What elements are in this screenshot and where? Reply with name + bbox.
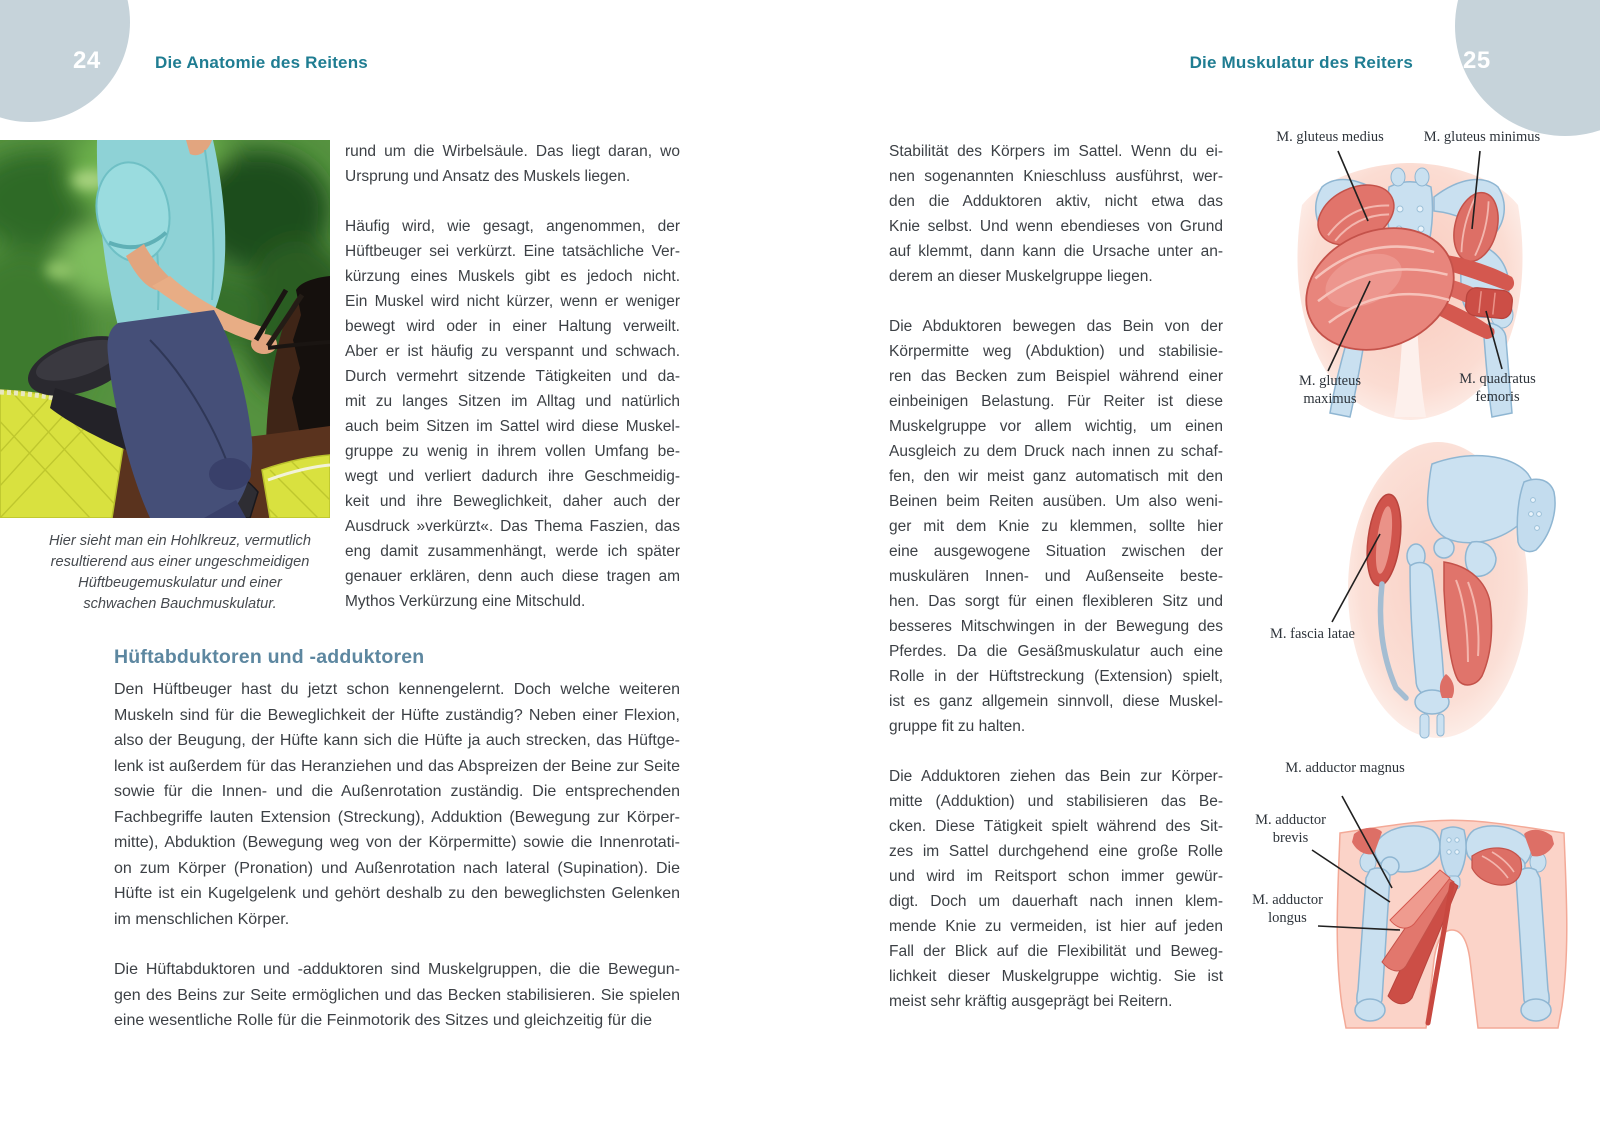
figure-label-gluteus-minimus: M. gluteus minimus: [1423, 129, 1541, 145]
rider-photo-illustration: [0, 140, 330, 518]
text-line: sowie für die Innen- und die Außenrotation zuständig. Die entsprechenden: [114, 783, 680, 800]
text-line: cken. Diese Tätigkeit spielt während des Sit-: [889, 818, 1223, 835]
text-line: derem an dieser Muskelgruppe liegen.: [889, 268, 1153, 285]
text-line: mitte), Abduktion (Bewegung weg von der Körpermitte) sowie die Innenrotati-: [114, 834, 680, 851]
rider-photo: [0, 140, 330, 518]
text-line: Hüfte ist ein Kugelgelenk und gehört deshalb zu den beweglichsten Gelenken: [114, 885, 680, 902]
text-line: auf klemmt, dann kann die Ursache unter an-: [889, 243, 1223, 260]
text-line: Die Abduktoren bewegen das Bein von der: [889, 318, 1223, 335]
text-line: zes im Sattel durchgehend eine große Rolle: [889, 843, 1223, 860]
paragraph: [889, 764, 1223, 1014]
text-line: Muskeln sind für die Beweglichkeit der Hüfte zuständig? Neben einer Flexion,: [114, 706, 680, 724]
text-line: Häufig wird, wie gesagt, angenommen, der: [345, 218, 680, 235]
paragraph: [889, 314, 1223, 739]
text-line: Hüftbeugemuskulatur und einer: [78, 575, 282, 591]
text-line: ger mit dem Knie zu klemmen, sollte hier: [889, 518, 1223, 535]
right-page-column: [889, 139, 1223, 1014]
text-line: Muskelgruppe vor allem wichtig, um einen: [889, 418, 1223, 435]
text-line: auch beim Sitzen im Sattel wird diese Muskel-: [345, 418, 680, 435]
text-line: Den Hüftbeuger hast du jetzt schon kennengelernt. Doch welche weiteren: [114, 681, 680, 698]
figure-label-quadratus-femoris: M. quadratus femoris: [1459, 371, 1536, 405]
page-number-right: 25: [1463, 47, 1491, 74]
text-line: Fachbegriffe lauten Extension (Streckung), Adduktion (Bewegung zur Körper-: [114, 808, 680, 826]
text-line: Ausgleich zu dem Druck nach innen zu schaf-: [889, 443, 1223, 460]
text-line: Stabilität des Körpers im Sattel. Wenn du ei-: [889, 143, 1223, 160]
text-line: mit zu langes Sitzen im Alltag und natürlich: [345, 393, 680, 410]
text-line: also der Beugung, der Hüfte kann sich die Hüfte ja auch strecken, das Hüftge-: [114, 732, 680, 749]
paragraph: [345, 214, 680, 614]
text-line: hen. Das sorgt für einen flexibleren Sitz und: [889, 593, 1223, 610]
text-line: genauer erklären, denn auch diese tragen am: [345, 568, 680, 585]
text-line: Fall der Blick auf die Flexibilität und Beweg-: [889, 943, 1223, 960]
text-line: fen, den wir meist ganz automatisch mit den: [889, 468, 1223, 485]
text-line: Die Hüftabduktoren und -adduktoren sind Muskelgruppen, die die Bewegun-: [114, 961, 680, 978]
text-line: eng damit zusammenhängt, werde ich später: [345, 543, 680, 560]
adductors-illustration: [1220, 738, 1600, 1030]
text-line: kürzung eines Muskels gibt es jedoch nicht.: [345, 268, 680, 285]
section-heading: Hüftabduktoren und -adduktoren: [114, 646, 425, 668]
paragraph: [114, 957, 680, 1034]
figure-label-gluteus-maximus: M. gluteus maximus: [1298, 373, 1362, 407]
text-line: schwachen Bauchmuskulatur.: [83, 596, 277, 612]
page-header-right: Die Muskulatur des Reiters: [1189, 53, 1413, 72]
text-line: besseres Mitschwingen in der Bewegung des: [889, 618, 1223, 635]
text-line: lichkeit dieser Muskelgruppe wichtig. Sie ist: [889, 968, 1223, 985]
corner-circle-left: [0, 0, 130, 122]
text-line: eine wesentliche Rolle für die Feinmotorik des Sitzes und gleichzeitig für die: [114, 1012, 653, 1029]
text-line: nen sogenannten Knieschluss ausführst, wer-: [889, 168, 1223, 185]
section-hueftabduktoren: [114, 646, 680, 1034]
text-line: den die Adduktoren aktiv, nicht etwa das: [889, 193, 1223, 210]
text-line: Hier sieht man ein Hohlkreuz, vermutlich: [49, 533, 311, 549]
text-line: Durch vermehrt sitzende Tätigkeiten und da-: [345, 368, 680, 385]
figure-label-adductor-longus: M. adductor longus: [1252, 892, 1323, 926]
text-line: Aber er ist häufig zu verspannt und schwach.: [345, 343, 680, 360]
text-line: Knie selbst. Und wenn ebendieses von Grund: [889, 218, 1223, 235]
text-line: gruppe fit zu halten.: [889, 718, 1026, 735]
text-line: Körpermitte weg (Abduktion) und stabilisie-: [889, 343, 1223, 360]
figure-adductors: [1220, 738, 1600, 1030]
text-line: rund um die Wirbelsäule. Das liegt daran, wo: [345, 143, 680, 160]
text-line: und wird im Reitsport schon immer gewür-: [889, 868, 1223, 885]
text-line: ren das Becken zum Beispiel während einer: [889, 368, 1223, 385]
paragraph: [114, 677, 680, 932]
text-line: gruppe zu wenig in ihrem vollen Umfang be-: [345, 443, 680, 460]
figure-label-adductor-brevis: M. adductor brevis: [1255, 812, 1326, 846]
text-line: Ein Muskel wird nicht kürzer, wenn er weniger: [345, 293, 680, 310]
figure-label-adductor-magnus: M. adductor magnus: [1285, 760, 1405, 776]
text-line: Die Adduktoren ziehen das Bein zur Körper-: [889, 768, 1223, 785]
text-line: ist es ganz allgemein sinnvoll, diese Muskel-: [889, 693, 1223, 710]
text-line: resultierend aus einer ungeschmeidigen: [50, 554, 310, 570]
photo-caption: [28, 531, 332, 615]
text-line: mitte (Adduktion) und stabilisieren das Be-: [889, 793, 1223, 810]
text-line: mende Knie zu vermeiden, ist hier auf jeden: [889, 918, 1223, 935]
text-line: gen des Beins zur Seite ermöglichen und das Becken stabilisieren. Sie spielen: [114, 986, 680, 1004]
text-line: digt. Doch um dauerhaft nach innen klem-: [889, 893, 1223, 910]
text-line: Pferdes. Da die Gesäßmuskulatur auch eine: [889, 643, 1223, 660]
figure-fascia-latae: [1240, 430, 1580, 740]
text-line: Ausdruck »verkürzt«. Das Thema Faszien, das: [345, 518, 680, 535]
text-line: Hüftbeuger sei verkürzt. Eine tatsächliche Ver-: [345, 243, 680, 260]
text-line: keit und ihre Beweglichkeit, daher auch der: [345, 493, 680, 510]
fascia-latae-illustration: [1240, 430, 1580, 740]
text-line: meist sehr kräftig ausgeprägt bei Reitern.: [889, 993, 1173, 1010]
text-line: Ursprung und Ansatz des Muskels liegen.: [345, 168, 631, 185]
left-page-column: [345, 139, 680, 614]
text-line: bewegt wird oder in einer Haltung verweilt.: [345, 318, 680, 335]
figure-gluteal-muscles: [1240, 125, 1580, 425]
figure-label-gluteus-medius: M. gluteus medius: [1276, 129, 1384, 145]
text-line: lenk ist außerdem für das Heranziehen und das Abspreizen der Beine zur Seite: [114, 757, 680, 775]
text-line: wegt und verliert dadurch ihre Geschmeidig-: [345, 468, 680, 485]
text-line: Rolle in der Hüftstreckung (Extension) spielt,: [889, 668, 1223, 685]
text-line: einbeinigen Belastung. Für Reiter ist diese: [889, 393, 1223, 410]
text-line: on zum Körper (Pronation) und Außenrotation nach lateral (Supination). Die: [114, 859, 680, 877]
paragraph: [345, 139, 680, 189]
paragraph: [889, 139, 1223, 289]
text-line: im menschlichen Körper.: [114, 910, 290, 928]
text-line: Beinen beim Reiten ausüben. Um also weni-: [889, 493, 1223, 510]
figure-label-fascia-latae: M. fascia latae: [1270, 626, 1355, 642]
page-number-left: 24: [73, 47, 101, 74]
text-line: Mythos Verkürzung eine Mitschuld.: [345, 593, 586, 610]
text-line: muskulären Innen- und Außenseite beste-: [889, 568, 1223, 585]
text-line: eine ausgewogene Situation zwischen der: [889, 543, 1223, 560]
page-header-left: Die Anatomie des Reitens: [155, 53, 368, 72]
